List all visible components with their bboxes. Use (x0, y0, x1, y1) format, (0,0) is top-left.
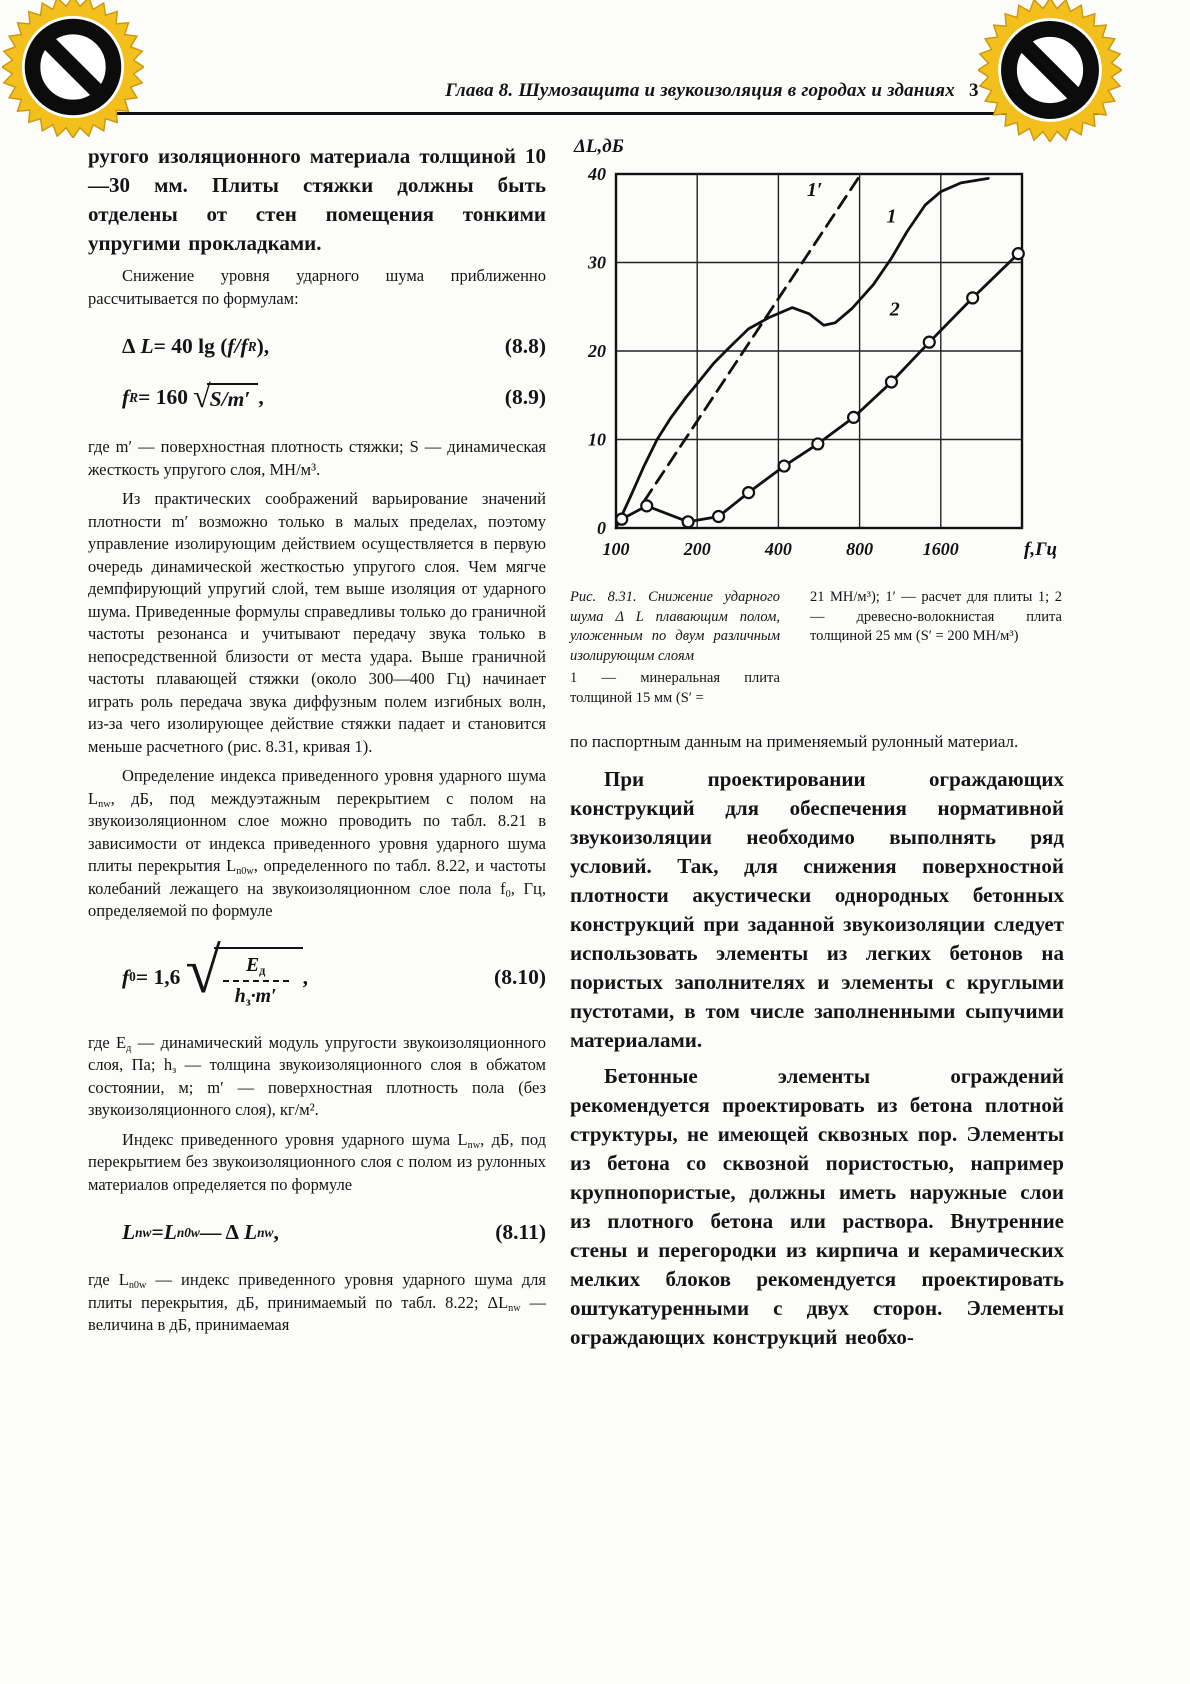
radical: √ $\frac{E_д}{h_з\cdot m'}$ (185, 947, 302, 1008)
caption-legend-start: 1 — минеральная плита толщиной 15 мм (S′ = (570, 670, 780, 706)
paragraph-main: ругого изоляционного материала толщиной 10—30 мм. Плиты стяжки должны быть отделены от стен помещения тонкими упругими прокладками. (88, 144, 546, 255)
paragraph-index-definition: Определение индекса приведенного уровня ударного шума $L_{nw}$, дБ, под междуэтажным перекрытием с полом на звукоизоляционном слое можно проводить по табл. 8.21 в зависимости от индекса приведенного уровня ударного шума плиты перекрытия $L_{n0w}$, определенного по табл. 8.22, и частоты колебаний лежащего на звукоизоляционном слое пола $f_0$, Гц, определяемой по формуле (88, 766, 546, 920)
svg-text:40: 40 (588, 164, 606, 184)
paragraph-formulas-intro: Снижение уровня ударного шума приближенно рассчитывается по формулам: (88, 266, 546, 308)
formula-8-11 (88, 1220, 546, 1245)
svg-text:800: 800 (846, 539, 874, 559)
formula-8-10 (88, 934, 546, 1009)
running-header (110, 80, 979, 102)
paragraph-design-requirements: При проектировании ограждающих конструкций для обеспечения нормативной звукоизоляции необходимо выполнять ряд условий. Так, для снижения поверхностной плотности акустически однородных бетонных конструкций при заданной звукоизоляции следует использовать элементы из легких бетонов на пористых заполнителях и элементы с круглыми пустотами, в том числе заполненными сыпучими материалами. (570, 767, 1064, 1052)
page-number: 3 (969, 80, 979, 101)
svg-text:100: 100 (602, 539, 630, 559)
figure-caption (570, 588, 1064, 708)
header-rule (88, 112, 1104, 115)
equation-number: (8.10) (494, 964, 546, 989)
paragraph-concrete-elements: Бетонные элементы ограждений рекомендуется проектировать из бетона плотной структуры, не имеющей сквозных пор. Элементы из бетона со сквозной пористостью, например крупнопористые, должны иметь наружные слои из плотного бетона или раствора. Внутренние стены и перегородки из кирпича и керамических мелких блоков рекомендуется проектировать оштукатуренными с двух сторон. Элементы ограждающих конструкций необхо- (570, 1064, 1064, 1349)
caption-legend-continuation: 21 МН/м³); 1′ — расчет для плиты 1; 2 — древесно-волокнистая плита толщиной 25 мм (S′ = 200 МН/м³) (810, 589, 1062, 644)
line-chart-figure (570, 130, 1070, 572)
svg-text:10: 10 (588, 429, 606, 450)
svg-text:f,Гц: f,Гц (1024, 539, 1058, 560)
svg-text:20: 20 (588, 341, 606, 361)
equation-number: (8.9) (504, 385, 546, 409)
equation-number: (8.11) (495, 1220, 546, 1244)
right-column (570, 126, 1064, 1359)
paragraph-practical: Из практических соображений варьирование значений плотности m′ возможно только в малых пределах, поэтому управление изолирующим действием осуществляется в первую очередь динамической жесткостью упругого слоя. Чем мягче демпфирующий упругий слой, тем выше изоляция от ударного шума. Приведенные формулы справедливы только до граничной частоты резонанса и учитывают передачу звука только в непосредственной близости от места удара. Выше граничной частоты плавающей стяжки (около 300—400 Гц) начинает играть роль передача звука диффузным полем изгибных волн, из-за чего изолирующее действие стяжки падает и становится меньше расчетного (рис. 8.31, кривая 1). (88, 489, 546, 756)
svg-text:400: 400 (764, 539, 792, 559)
equation-number: (8.8) (504, 334, 546, 358)
radical: √ S/m′ (193, 383, 258, 412)
formula-expression: f R = 160 √ S/m′ , (122, 378, 264, 414)
paragraph-continuation: по паспортным данным на применяемый рулонный материал. (570, 732, 1019, 751)
fraction: $\frac{E_д}{h_з\cdot m'}$ (223, 954, 289, 1008)
no-entry-icon (2, 0, 144, 138)
prohibition-watermark-right (978, 0, 1122, 142)
svg-text:2: 2 (889, 298, 900, 321)
svg-text:0: 0 (597, 518, 606, 538)
formula-8-9 (88, 378, 546, 414)
paragraph-index-rolled: Индекс приведенного уровня ударного шума $L_{nw}$, дБ, под перекрытием без звукоизоляционного слоя с полом из рулонных материалов определяется по формуле (88, 1129, 546, 1194)
svg-text:200: 200 (683, 539, 711, 559)
no-entry-icon (978, 0, 1122, 142)
formula-expression: L nw = L n0w — Δ L nw , (122, 1220, 279, 1244)
chapter-title: Глава 8. Шумозащита и звукоизоляция в городах и зданиях (445, 80, 955, 101)
paragraph-where-8-9: где m′ — поверхностная плотность стяжки; S — динамическая жесткость упругого слоя, МН/м³. (88, 437, 546, 479)
svg-text:1600: 1600 (922, 539, 959, 559)
caption-left-column (570, 588, 780, 708)
impact-noise-chart (570, 130, 1070, 572)
formula-expression: f 0 = 1,6 √ $\frac{E_д}{h_з\cdot m'}$ , (122, 934, 308, 1009)
prohibition-watermark-left (2, 0, 144, 138)
left-column (88, 142, 546, 1344)
svg-text:30: 30 (588, 252, 606, 273)
paragraph-where-8-11: где $L_{n0w}$ — индекс приведенного уровня ударного шума для плиты перекрытия, дБ, принимаемый по табл. 8.22; $\Delta L_{nw}$ — величина в дБ, принимаемая (88, 1270, 547, 1334)
formula-expression: Δ L = 40 lg ( f/f R ), (122, 334, 270, 358)
formula-8-8 (88, 334, 546, 359)
svg-text:ΔL,дБ: ΔL,дБ (574, 136, 624, 157)
caption-title: Рис. 8.31. Снижение ударного шума Δ L плавающим полом, уложенным по двум различным изолирующим слоям (570, 589, 780, 664)
svg-text:1: 1 (886, 205, 897, 228)
svg-text:1′: 1′ (806, 179, 823, 202)
paragraph-where-8-10: где $E_д$ — динамический модуль упругости звукоизоляционного слоя, Па; $h_з$ — толщина звукоизоляционного слоя в обжатом состоянии, м; m′ — поверхностная плотность пола (без звукоизоляционного слоя), кг/м². (88, 1032, 546, 1119)
